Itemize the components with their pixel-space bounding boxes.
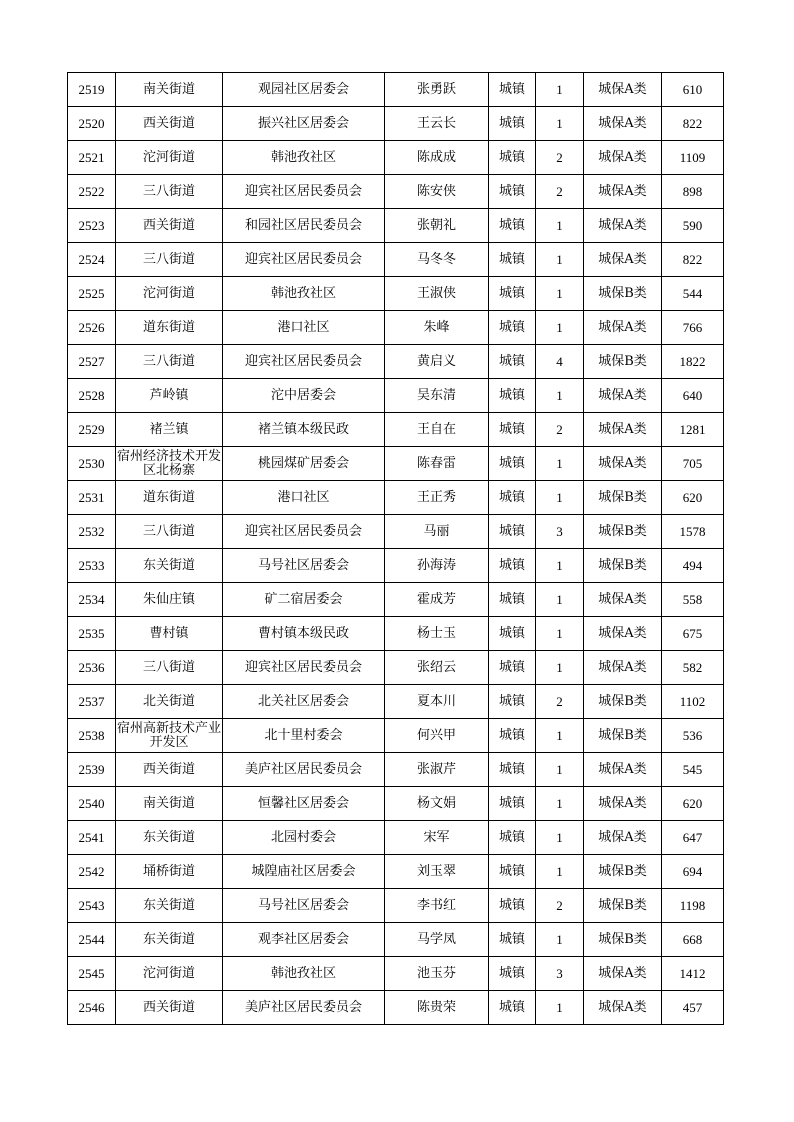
area-type-cell: 城镇 (489, 175, 536, 209)
household-size-cell: 1 (536, 73, 584, 107)
community-cell: 迎宾社区居民委员会 (223, 515, 385, 549)
assistance-category-cell: 城保A类 (584, 651, 662, 685)
table-row (68, 175, 724, 209)
person-name-cell: 马丽 (385, 515, 489, 549)
household-size-cell: 1 (536, 923, 584, 957)
street-office-cell: 道东街道 (116, 481, 223, 515)
community-cell: 迎宾社区居民委员会 (223, 243, 385, 277)
community-cell: 迎宾社区居民委员会 (223, 175, 385, 209)
assistance-category-cell: 城保B类 (584, 515, 662, 549)
assistance-category-cell: 城保A类 (584, 209, 662, 243)
area-type-cell: 城镇 (489, 413, 536, 447)
assistance-category-cell: 城保A类 (584, 447, 662, 481)
street-office-cell: 东关街道 (116, 821, 223, 855)
street-office-cell: 朱仙庄镇 (116, 583, 223, 617)
serial-number-cell: 2521 (68, 141, 116, 175)
amount-cell: 590 (662, 209, 724, 243)
amount-cell: 640 (662, 379, 724, 413)
street-office-cell: 宿州经济技术开发区北杨寨 (116, 447, 223, 481)
amount-cell: 545 (662, 753, 724, 787)
street-office-cell: 西关街道 (116, 107, 223, 141)
household-size-cell: 1 (536, 481, 584, 515)
household-size-cell: 1 (536, 855, 584, 889)
household-size-cell: 2 (536, 141, 584, 175)
table-row (68, 617, 724, 651)
community-cell: 韩池孜社区 (223, 141, 385, 175)
table-row (68, 413, 724, 447)
household-size-cell: 1 (536, 753, 584, 787)
serial-number-cell: 2542 (68, 855, 116, 889)
assistance-category-cell: 城保B类 (584, 481, 662, 515)
person-name-cell: 孙海涛 (385, 549, 489, 583)
community-cell: 美庐社区居民委员会 (223, 753, 385, 787)
household-size-cell: 1 (536, 549, 584, 583)
street-office-cell: 三八街道 (116, 515, 223, 549)
table-row (68, 107, 724, 141)
person-name-cell: 张勇跃 (385, 73, 489, 107)
amount-cell: 558 (662, 583, 724, 617)
community-cell: 迎宾社区居民委员会 (223, 651, 385, 685)
area-type-cell: 城镇 (489, 243, 536, 277)
assistance-category-cell: 城保B类 (584, 549, 662, 583)
street-office-cell: 沱河街道 (116, 141, 223, 175)
community-cell: 矿二宿居委会 (223, 583, 385, 617)
assistance-category-cell: 城保A类 (584, 753, 662, 787)
street-office-cell: 三八街道 (116, 243, 223, 277)
area-type-cell: 城镇 (489, 447, 536, 481)
assistance-category-cell: 城保B类 (584, 345, 662, 379)
area-type-cell: 城镇 (489, 583, 536, 617)
household-size-cell: 1 (536, 277, 584, 311)
serial-number-cell: 2537 (68, 685, 116, 719)
amount-cell: 1578 (662, 515, 724, 549)
amount-cell: 1109 (662, 141, 724, 175)
household-size-cell: 1 (536, 821, 584, 855)
assistance-category-cell: 城保A类 (584, 957, 662, 991)
assistance-category-cell: 城保A类 (584, 141, 662, 175)
records-table-body (68, 73, 724, 1025)
amount-cell: 494 (662, 549, 724, 583)
person-name-cell: 李书红 (385, 889, 489, 923)
area-type-cell: 城镇 (489, 753, 536, 787)
serial-number-cell: 2524 (68, 243, 116, 277)
table-row (68, 889, 724, 923)
household-size-cell: 1 (536, 379, 584, 413)
household-size-cell: 2 (536, 685, 584, 719)
table-row (68, 481, 724, 515)
street-office-cell: 东关街道 (116, 549, 223, 583)
amount-cell: 1281 (662, 413, 724, 447)
street-office-cell: 芦岭镇 (116, 379, 223, 413)
household-size-cell: 3 (536, 515, 584, 549)
area-type-cell: 城镇 (489, 107, 536, 141)
person-name-cell: 陈安侠 (385, 175, 489, 209)
street-office-cell: 褚兰镇 (116, 413, 223, 447)
street-office-cell: 三八街道 (116, 651, 223, 685)
table-row (68, 209, 724, 243)
person-name-cell: 吴东清 (385, 379, 489, 413)
street-office-cell: 埇桥街道 (116, 855, 223, 889)
person-name-cell: 陈春雷 (385, 447, 489, 481)
amount-cell: 544 (662, 277, 724, 311)
household-size-cell: 1 (536, 719, 584, 753)
amount-cell: 1822 (662, 345, 724, 379)
serial-number-cell: 2522 (68, 175, 116, 209)
area-type-cell: 城镇 (489, 685, 536, 719)
serial-number-cell: 2545 (68, 957, 116, 991)
serial-number-cell: 2539 (68, 753, 116, 787)
household-size-cell: 1 (536, 651, 584, 685)
street-office-cell: 三八街道 (116, 175, 223, 209)
area-type-cell: 城镇 (489, 277, 536, 311)
serial-number-cell: 2526 (68, 311, 116, 345)
household-size-cell: 1 (536, 107, 584, 141)
area-type-cell: 城镇 (489, 515, 536, 549)
table-row (68, 923, 724, 957)
community-cell: 韩池孜社区 (223, 277, 385, 311)
street-office-cell: 南关街道 (116, 73, 223, 107)
person-name-cell: 马冬冬 (385, 243, 489, 277)
amount-cell: 610 (662, 73, 724, 107)
serial-number-cell: 2531 (68, 481, 116, 515)
community-cell: 韩池孜社区 (223, 957, 385, 991)
amount-cell: 582 (662, 651, 724, 685)
area-type-cell: 城镇 (489, 957, 536, 991)
serial-number-cell: 2529 (68, 413, 116, 447)
person-name-cell: 张朝礼 (385, 209, 489, 243)
table-row (68, 141, 724, 175)
household-size-cell: 1 (536, 617, 584, 651)
area-type-cell: 城镇 (489, 855, 536, 889)
records-table (67, 72, 724, 1025)
person-name-cell: 张淑芹 (385, 753, 489, 787)
serial-number-cell: 2535 (68, 617, 116, 651)
assistance-category-cell: 城保A类 (584, 821, 662, 855)
household-size-cell: 2 (536, 175, 584, 209)
area-type-cell: 城镇 (489, 345, 536, 379)
assistance-category-cell: 城保A类 (584, 617, 662, 651)
assistance-category-cell: 城保A类 (584, 107, 662, 141)
person-name-cell: 霍成芳 (385, 583, 489, 617)
person-name-cell: 杨文娟 (385, 787, 489, 821)
person-name-cell: 王正秀 (385, 481, 489, 515)
household-size-cell: 1 (536, 583, 584, 617)
community-cell: 北十里村委会 (223, 719, 385, 753)
street-office-cell: 沱河街道 (116, 277, 223, 311)
household-size-cell: 1 (536, 991, 584, 1025)
person-name-cell: 马学凤 (385, 923, 489, 957)
serial-number-cell: 2530 (68, 447, 116, 481)
community-cell: 褚兰镇本级民政 (223, 413, 385, 447)
table-row (68, 73, 724, 107)
community-cell: 恒馨社区居委会 (223, 787, 385, 821)
amount-cell: 668 (662, 923, 724, 957)
street-office-cell: 东关街道 (116, 923, 223, 957)
household-size-cell: 1 (536, 447, 584, 481)
assistance-category-cell: 城保A类 (584, 583, 662, 617)
household-size-cell: 1 (536, 311, 584, 345)
area-type-cell: 城镇 (489, 889, 536, 923)
household-size-cell: 2 (536, 413, 584, 447)
amount-cell: 1198 (662, 889, 724, 923)
serial-number-cell: 2538 (68, 719, 116, 753)
area-type-cell: 城镇 (489, 651, 536, 685)
serial-number-cell: 2519 (68, 73, 116, 107)
area-type-cell: 城镇 (489, 617, 536, 651)
area-type-cell: 城镇 (489, 209, 536, 243)
community-cell: 北关社区居委会 (223, 685, 385, 719)
community-cell: 和园社区居民委员会 (223, 209, 385, 243)
table-row (68, 855, 724, 889)
table-row (68, 345, 724, 379)
serial-number-cell: 2532 (68, 515, 116, 549)
street-office-cell: 西关街道 (116, 991, 223, 1025)
amount-cell: 766 (662, 311, 724, 345)
person-name-cell: 宋军 (385, 821, 489, 855)
serial-number-cell: 2540 (68, 787, 116, 821)
assistance-category-cell: 城保A类 (584, 413, 662, 447)
amount-cell: 536 (662, 719, 724, 753)
community-cell: 美庐社区居民委员会 (223, 991, 385, 1025)
assistance-category-cell: 城保B类 (584, 277, 662, 311)
area-type-cell: 城镇 (489, 73, 536, 107)
amount-cell: 675 (662, 617, 724, 651)
household-size-cell: 3 (536, 957, 584, 991)
assistance-category-cell: 城保A类 (584, 787, 662, 821)
table-row (68, 447, 724, 481)
table-row (68, 243, 724, 277)
street-office-cell: 三八街道 (116, 345, 223, 379)
area-type-cell: 城镇 (489, 923, 536, 957)
assistance-category-cell: 城保B类 (584, 923, 662, 957)
serial-number-cell: 2527 (68, 345, 116, 379)
assistance-category-cell: 城保A类 (584, 73, 662, 107)
table-row (68, 379, 724, 413)
amount-cell: 822 (662, 243, 724, 277)
assistance-category-cell: 城保B类 (584, 889, 662, 923)
community-cell: 马号社区居委会 (223, 889, 385, 923)
area-type-cell: 城镇 (489, 821, 536, 855)
street-office-cell: 西关街道 (116, 209, 223, 243)
household-size-cell: 1 (536, 209, 584, 243)
person-name-cell: 陈成成 (385, 141, 489, 175)
person-name-cell: 刘玉翠 (385, 855, 489, 889)
community-cell: 观园社区居委会 (223, 73, 385, 107)
person-name-cell: 黄启义 (385, 345, 489, 379)
serial-number-cell: 2528 (68, 379, 116, 413)
table-row (68, 311, 724, 345)
serial-number-cell: 2543 (68, 889, 116, 923)
serial-number-cell: 2536 (68, 651, 116, 685)
street-office-cell: 南关街道 (116, 787, 223, 821)
household-size-cell: 4 (536, 345, 584, 379)
table-row (68, 719, 724, 753)
person-name-cell: 张绍云 (385, 651, 489, 685)
person-name-cell: 夏本川 (385, 685, 489, 719)
serial-number-cell: 2523 (68, 209, 116, 243)
street-office-cell: 北关街道 (116, 685, 223, 719)
community-cell: 迎宾社区居民委员会 (223, 345, 385, 379)
amount-cell: 620 (662, 787, 724, 821)
community-cell: 振兴社区居委会 (223, 107, 385, 141)
street-office-cell: 西关街道 (116, 753, 223, 787)
table-row (68, 515, 724, 549)
person-name-cell: 杨士玉 (385, 617, 489, 651)
person-name-cell: 朱峰 (385, 311, 489, 345)
amount-cell: 694 (662, 855, 724, 889)
community-cell: 桃园煤矿居委会 (223, 447, 385, 481)
community-cell: 观李社区居委会 (223, 923, 385, 957)
assistance-category-cell: 城保B类 (584, 855, 662, 889)
serial-number-cell: 2544 (68, 923, 116, 957)
assistance-category-cell: 城保B类 (584, 685, 662, 719)
community-cell: 沱中居委会 (223, 379, 385, 413)
area-type-cell: 城镇 (489, 481, 536, 515)
serial-number-cell: 2520 (68, 107, 116, 141)
community-cell: 曹村镇本级民政 (223, 617, 385, 651)
street-office-cell: 东关街道 (116, 889, 223, 923)
table-row (68, 583, 724, 617)
area-type-cell: 城镇 (489, 991, 536, 1025)
assistance-category-cell: 城保B类 (584, 719, 662, 753)
assistance-category-cell: 城保A类 (584, 311, 662, 345)
table-row (68, 957, 724, 991)
household-size-cell: 2 (536, 889, 584, 923)
amount-cell: 457 (662, 991, 724, 1025)
amount-cell: 822 (662, 107, 724, 141)
community-cell: 港口社区 (223, 311, 385, 345)
assistance-category-cell: 城保A类 (584, 175, 662, 209)
assistance-category-cell: 城保A类 (584, 991, 662, 1025)
table-row (68, 651, 724, 685)
area-type-cell: 城镇 (489, 311, 536, 345)
area-type-cell: 城镇 (489, 549, 536, 583)
table-row (68, 277, 724, 311)
table-row (68, 549, 724, 583)
assistance-category-cell: 城保A类 (584, 243, 662, 277)
person-name-cell: 王云长 (385, 107, 489, 141)
community-cell: 城隍庙社区居委会 (223, 855, 385, 889)
table-row (68, 787, 724, 821)
person-name-cell: 何兴甲 (385, 719, 489, 753)
serial-number-cell: 2534 (68, 583, 116, 617)
area-type-cell: 城镇 (489, 787, 536, 821)
community-cell: 北园村委会 (223, 821, 385, 855)
area-type-cell: 城镇 (489, 719, 536, 753)
serial-number-cell: 2546 (68, 991, 116, 1025)
street-office-cell: 曹村镇 (116, 617, 223, 651)
person-name-cell: 王淑侠 (385, 277, 489, 311)
amount-cell: 647 (662, 821, 724, 855)
area-type-cell: 城镇 (489, 141, 536, 175)
household-size-cell: 1 (536, 787, 584, 821)
table-row (68, 685, 724, 719)
area-type-cell: 城镇 (489, 379, 536, 413)
amount-cell: 620 (662, 481, 724, 515)
street-office-cell: 沱河街道 (116, 957, 223, 991)
amount-cell: 1412 (662, 957, 724, 991)
amount-cell: 705 (662, 447, 724, 481)
table-row (68, 821, 724, 855)
table-row (68, 753, 724, 787)
person-name-cell: 陈贵荣 (385, 991, 489, 1025)
amount-cell: 898 (662, 175, 724, 209)
amount-cell: 1102 (662, 685, 724, 719)
household-size-cell: 1 (536, 243, 584, 277)
person-name-cell: 王自在 (385, 413, 489, 447)
community-cell: 马号社区居委会 (223, 549, 385, 583)
table-row (68, 991, 724, 1025)
person-name-cell: 池玉芬 (385, 957, 489, 991)
serial-number-cell: 2525 (68, 277, 116, 311)
street-office-cell: 宿州高新技术产业开发区 (116, 719, 223, 753)
community-cell: 港口社区 (223, 481, 385, 515)
street-office-cell: 道东街道 (116, 311, 223, 345)
serial-number-cell: 2533 (68, 549, 116, 583)
serial-number-cell: 2541 (68, 821, 116, 855)
assistance-category-cell: 城保A类 (584, 379, 662, 413)
